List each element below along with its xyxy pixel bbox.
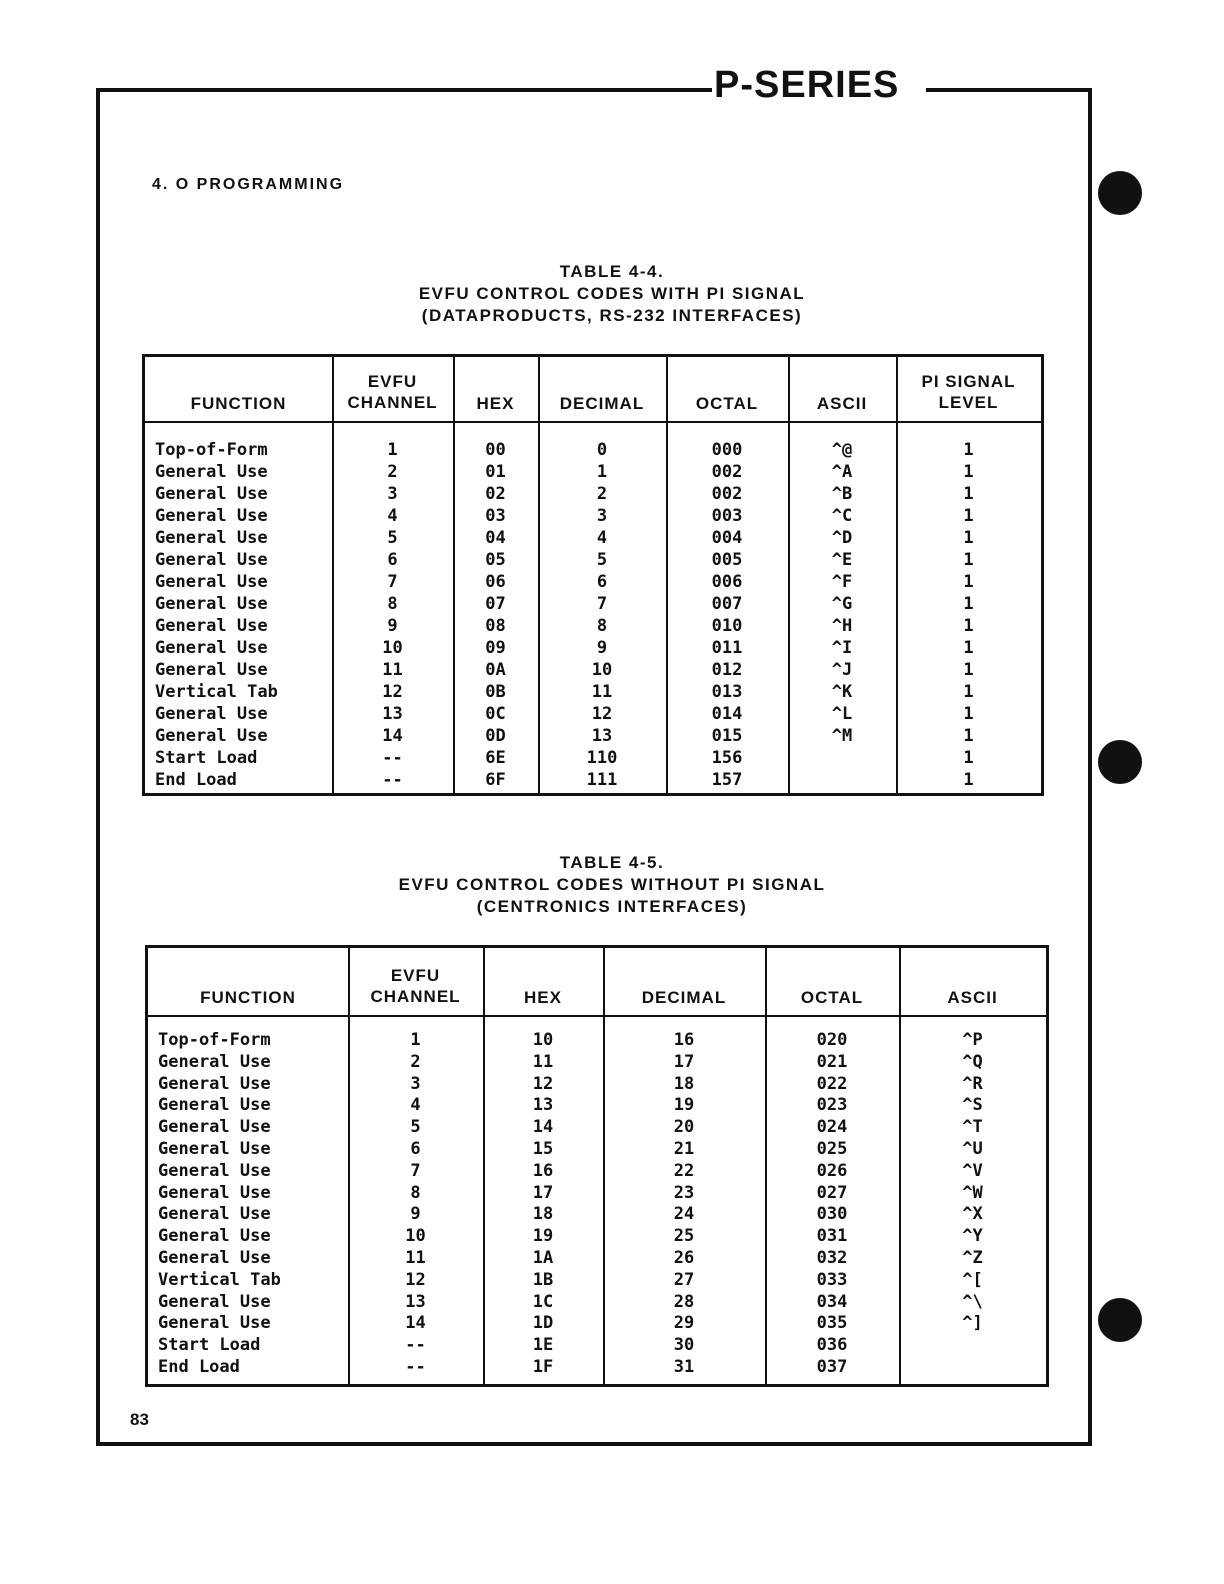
table-cell: ^Q — [962, 1051, 983, 1072]
column-header: HEX — [524, 988, 562, 1007]
table-cell: ^Z — [962, 1248, 983, 1268]
table-cell: General Use — [158, 1182, 271, 1203]
table-cell: 18 — [532, 1204, 554, 1225]
table-cell: ^C — [831, 506, 853, 526]
table-cell: General Use — [158, 1226, 271, 1247]
table-cell: 1 — [963, 638, 974, 658]
table-cell: 07 — [485, 594, 506, 614]
table-cell: 30 — [673, 1335, 695, 1356]
table-cell: 006 — [711, 572, 743, 592]
table-cell: ^Y — [962, 1226, 983, 1247]
table-cell: 2 — [410, 1051, 421, 1072]
table-cell: Top-of-Form — [155, 440, 268, 460]
table-cell: 1 — [963, 682, 974, 702]
table2-title: EVFU CONTROL CODES WITHOUT PI SIGNAL — [398, 875, 826, 894]
table-cell: 14 — [532, 1117, 554, 1138]
table-cell: 1 — [963, 748, 974, 768]
table-cell: 10 — [591, 660, 613, 680]
table-cell: 21 — [673, 1139, 695, 1159]
table-cell: 1 — [963, 528, 974, 548]
table-cell: 0A — [485, 660, 506, 680]
table-cell: 011 — [711, 638, 743, 658]
table-cell: ^X — [962, 1204, 983, 1225]
table-cell: ^E — [831, 550, 853, 570]
table2-caption — [0, 852, 1224, 918]
table-cell: 111 — [586, 770, 618, 790]
table-cell: 1F — [532, 1357, 554, 1377]
table-cell: 9 — [596, 638, 608, 658]
table-cell: 1 — [963, 616, 974, 636]
table-cell: 002 — [711, 462, 743, 482]
table-cell: 5 — [387, 528, 398, 548]
table-cell: General Use — [155, 726, 268, 746]
table-cell: ^@ — [831, 440, 853, 460]
table-cell: 0D — [485, 726, 506, 746]
table-cell: ^F — [831, 572, 853, 592]
table-cell: 28 — [673, 1291, 695, 1312]
table-cell: ^M — [831, 726, 853, 746]
table-cell: 025 — [816, 1139, 848, 1159]
table-cell: General Use — [158, 1139, 271, 1159]
table-cell: 23 — [673, 1182, 695, 1203]
column-header: OCTAL — [800, 988, 864, 1007]
table-cell: 036 — [816, 1335, 848, 1356]
table-cell: General Use — [155, 638, 268, 658]
table-cell: 19 — [673, 1095, 695, 1116]
table-cell: General Use — [155, 484, 268, 504]
table-cell: End Load — [155, 770, 237, 790]
table-cell: 4 — [410, 1095, 421, 1116]
table-cell: General Use — [155, 528, 268, 548]
table-cell: General Use — [155, 550, 268, 570]
table-cell: 1 — [963, 770, 974, 790]
table-cell: -- — [382, 748, 403, 768]
table-cell: 004 — [711, 528, 743, 548]
table-cell: 12 — [382, 682, 403, 702]
column-header: EVFU CHANNEL — [370, 966, 461, 1006]
table-cell: 11 — [532, 1051, 554, 1072]
table-cell: 024 — [816, 1117, 848, 1138]
table-cell: ^[ — [962, 1269, 983, 1290]
table-cell: 00 — [485, 440, 506, 460]
table-cell: General Use — [158, 1204, 271, 1225]
table-cell: 037 — [816, 1357, 848, 1377]
table-cell: General Use — [158, 1095, 271, 1116]
table-cell: 023 — [816, 1095, 848, 1116]
table-cell: 1E — [532, 1335, 554, 1356]
table-cell: ^R — [962, 1073, 983, 1094]
table-cell: ^P — [962, 1030, 983, 1050]
table-cell: 1 — [963, 506, 974, 526]
table-cell: 000 — [711, 440, 743, 460]
table1 — [142, 354, 1044, 796]
table-cell: 31 — [673, 1357, 695, 1377]
table-cell: 13 — [532, 1095, 554, 1116]
table-cell: 157 — [711, 770, 743, 790]
table-cell: Vertical Tab — [155, 682, 278, 702]
table-cell: General Use — [158, 1313, 271, 1334]
table-cell: 3 — [410, 1073, 421, 1094]
table-cell: 4 — [387, 506, 398, 526]
table-cell: 11 — [591, 682, 613, 702]
table-cell: 7 — [410, 1160, 421, 1181]
table-cell: ^L — [831, 704, 853, 724]
table-cell: 02 — [485, 484, 506, 504]
table-cell: General Use — [158, 1051, 271, 1072]
table-cell: 1 — [963, 440, 974, 460]
table2-subtitle: (CENTRONICS INTERFACES) — [476, 897, 748, 916]
table-cell: 1B — [532, 1269, 554, 1290]
table-cell: ^H — [831, 616, 853, 636]
table-cell: Start Load — [155, 748, 258, 768]
table-cell: 6 — [596, 572, 608, 592]
table-cell: 01 — [485, 462, 506, 482]
table2 — [145, 945, 1049, 1387]
table-cell: 9 — [410, 1204, 421, 1225]
table-cell: 012 — [711, 660, 743, 680]
table-cell: General Use — [158, 1291, 271, 1312]
table-cell: 17 — [532, 1182, 554, 1203]
table-cell: 29 — [673, 1313, 695, 1334]
table-cell: 030 — [816, 1204, 848, 1225]
table-cell: 2 — [596, 484, 608, 504]
table-cell: 1C — [532, 1291, 554, 1312]
table-cell: General Use — [155, 462, 268, 482]
table1-number: TABLE 4-4. — [559, 262, 665, 281]
table-cell: 1 — [387, 440, 398, 460]
column-header: FUNCTION — [200, 988, 296, 1007]
table-cell: 013 — [711, 682, 743, 702]
table-cell: ^] — [962, 1313, 983, 1334]
table1-caption — [0, 261, 1224, 327]
table-cell: 3 — [387, 484, 398, 504]
table-cell: 027 — [816, 1182, 848, 1203]
column-header: EVFU CHANNEL — [347, 372, 438, 412]
table-cell: 021 — [816, 1051, 848, 1072]
column-header: OCTAL — [695, 394, 759, 413]
table-cell: 7 — [387, 572, 398, 592]
header-divider — [148, 1015, 1046, 1017]
table-cell: 0B — [485, 682, 506, 702]
binder-hole-icon — [1098, 1298, 1142, 1342]
table-cell: General Use — [155, 594, 268, 614]
table-cell: General Use — [158, 1160, 271, 1181]
table-cell: 014 — [711, 704, 743, 724]
table-cell: 13 — [405, 1291, 426, 1312]
table-cell: 13 — [382, 704, 403, 724]
table-cell: 11 — [405, 1248, 426, 1268]
table-cell: 015 — [711, 726, 743, 746]
column-header: ASCII — [816, 394, 868, 413]
table-cell: 010 — [711, 616, 743, 636]
table-cell: 156 — [711, 748, 743, 768]
table-cell: 12 — [405, 1269, 426, 1290]
table-cell: 27 — [673, 1269, 695, 1290]
table-cell: ^U — [962, 1139, 983, 1159]
table-cell: 031 — [816, 1226, 848, 1247]
table2-number: TABLE 4-5. — [559, 853, 665, 872]
table-cell: General Use — [155, 704, 268, 724]
table-cell: 8 — [410, 1182, 421, 1203]
table-cell: 032 — [816, 1248, 848, 1268]
table-cell: 03 — [485, 506, 506, 526]
table-cell: Start Load — [158, 1335, 261, 1356]
table-cell: 1D — [532, 1313, 554, 1334]
table-cell: General Use — [155, 572, 268, 592]
table-cell: 10 — [532, 1030, 554, 1050]
table-cell: 12 — [591, 704, 613, 724]
table-cell: ^B — [831, 484, 853, 504]
table-cell: ^T — [962, 1117, 983, 1138]
table-cell: 24 — [673, 1204, 695, 1225]
table-cell: 6F — [485, 770, 506, 790]
table-cell: 10 — [405, 1226, 426, 1247]
table-cell: 1 — [963, 462, 974, 482]
table-cell: 08 — [485, 616, 506, 636]
table-cell: 11 — [382, 660, 403, 680]
table-cell: Vertical Tab — [158, 1269, 281, 1290]
table-cell: 5 — [596, 550, 608, 570]
table-cell: 15 — [532, 1139, 554, 1159]
table-cell: 5 — [410, 1117, 421, 1138]
table-cell: 1A — [532, 1248, 554, 1268]
table-cell: 1 — [963, 704, 974, 724]
table-cell: ^A — [831, 462, 853, 482]
table-cell: 06 — [485, 572, 506, 592]
table-cell: 1 — [410, 1030, 421, 1050]
table-cell: 20 — [673, 1117, 695, 1138]
table-cell: General Use — [158, 1248, 271, 1268]
table-cell: ^D — [831, 528, 853, 548]
table-cell: 1 — [963, 572, 974, 592]
table-cell: General Use — [158, 1073, 271, 1094]
column-header: ASCII — [947, 988, 998, 1007]
table-cell: 16 — [673, 1030, 695, 1050]
table-cell: 1 — [963, 484, 974, 504]
table-cell: 4 — [596, 528, 608, 548]
table-cell: 7 — [596, 594, 608, 614]
column-header: PI SIGNAL LEVEL — [921, 372, 1016, 412]
table-cell: ^I — [831, 638, 853, 658]
table-cell: 1 — [963, 726, 974, 746]
table-cell: 05 — [485, 550, 506, 570]
table-cell: 09 — [485, 638, 506, 658]
table-cell: 1 — [963, 660, 974, 680]
table-cell: ^J — [831, 660, 853, 680]
table-cell: ^\ — [962, 1291, 983, 1312]
column-header: DECIMAL — [641, 988, 727, 1007]
table-cell: 6 — [387, 550, 398, 570]
table-cell: -- — [405, 1335, 426, 1356]
table-cell: ^G — [831, 594, 853, 614]
table-cell: 8 — [596, 616, 608, 636]
table-cell: -- — [382, 770, 403, 790]
brand-title: P-SERIES — [714, 64, 900, 106]
binder-hole-icon — [1098, 740, 1142, 784]
table-cell: ^W — [962, 1182, 983, 1203]
table-cell: ^S — [962, 1095, 983, 1116]
table-cell: General Use — [155, 616, 268, 636]
table-cell: -- — [405, 1357, 426, 1377]
table-cell: ^K — [831, 682, 853, 702]
table-cell: 1 — [963, 550, 974, 570]
table-cell: 6E — [485, 748, 506, 768]
section-heading: 4. O PROGRAMMING — [152, 176, 345, 193]
table-cell: 18 — [673, 1073, 695, 1094]
page-number: 83 — [130, 1410, 149, 1429]
table-cell: 007 — [711, 594, 743, 614]
header-divider — [145, 421, 1041, 423]
table-cell: 14 — [382, 726, 403, 746]
table-cell: 22 — [673, 1160, 695, 1181]
column-header: FUNCTION — [190, 394, 287, 413]
table-cell: 17 — [673, 1051, 695, 1072]
table-cell: 1 — [596, 462, 608, 482]
table-cell: 020 — [816, 1030, 848, 1050]
table-cell: Top-of-Form — [158, 1030, 271, 1050]
table-cell: 035 — [816, 1313, 848, 1334]
table-cell: 2 — [387, 462, 398, 482]
table-cell: 3 — [596, 506, 608, 526]
column-header: HEX — [476, 394, 515, 413]
table1-title: EVFU CONTROL CODES WITH PI SIGNAL — [418, 284, 806, 303]
table-cell: 16 — [532, 1160, 554, 1181]
table-cell: 04 — [485, 528, 506, 548]
table-cell: ^V — [962, 1160, 983, 1181]
binder-hole-icon — [1098, 171, 1142, 215]
table-cell: End Load — [158, 1357, 240, 1377]
table-cell: 14 — [405, 1313, 426, 1334]
table-cell: General Use — [158, 1117, 271, 1138]
table-cell: 13 — [591, 726, 613, 746]
table-cell: 9 — [387, 616, 398, 636]
table-cell: 110 — [586, 748, 618, 768]
table-cell: 002 — [711, 484, 743, 504]
table-cell: 6 — [410, 1139, 421, 1159]
table-cell: 25 — [673, 1226, 695, 1247]
table-cell: 0C — [485, 704, 506, 724]
table-cell: 10 — [382, 638, 403, 658]
table-cell: 034 — [816, 1291, 848, 1312]
table-cell: General Use — [155, 660, 268, 680]
table-cell: 26 — [673, 1248, 695, 1268]
table-cell: 19 — [532, 1226, 554, 1247]
table-cell: 003 — [711, 506, 743, 526]
table-cell: 8 — [387, 594, 398, 614]
table-cell: 033 — [816, 1269, 848, 1290]
table-cell: 022 — [816, 1073, 848, 1094]
column-header: DECIMAL — [559, 394, 645, 413]
table-cell: 026 — [816, 1160, 848, 1181]
table-cell: 12 — [532, 1073, 554, 1094]
table-cell: 1 — [963, 594, 974, 614]
table1-subtitle: (DATAPRODUCTS, RS-232 INTERFACES) — [421, 306, 803, 325]
table-cell: 005 — [711, 550, 743, 570]
table-cell: 0 — [596, 440, 608, 460]
table-cell: General Use — [155, 506, 268, 526]
